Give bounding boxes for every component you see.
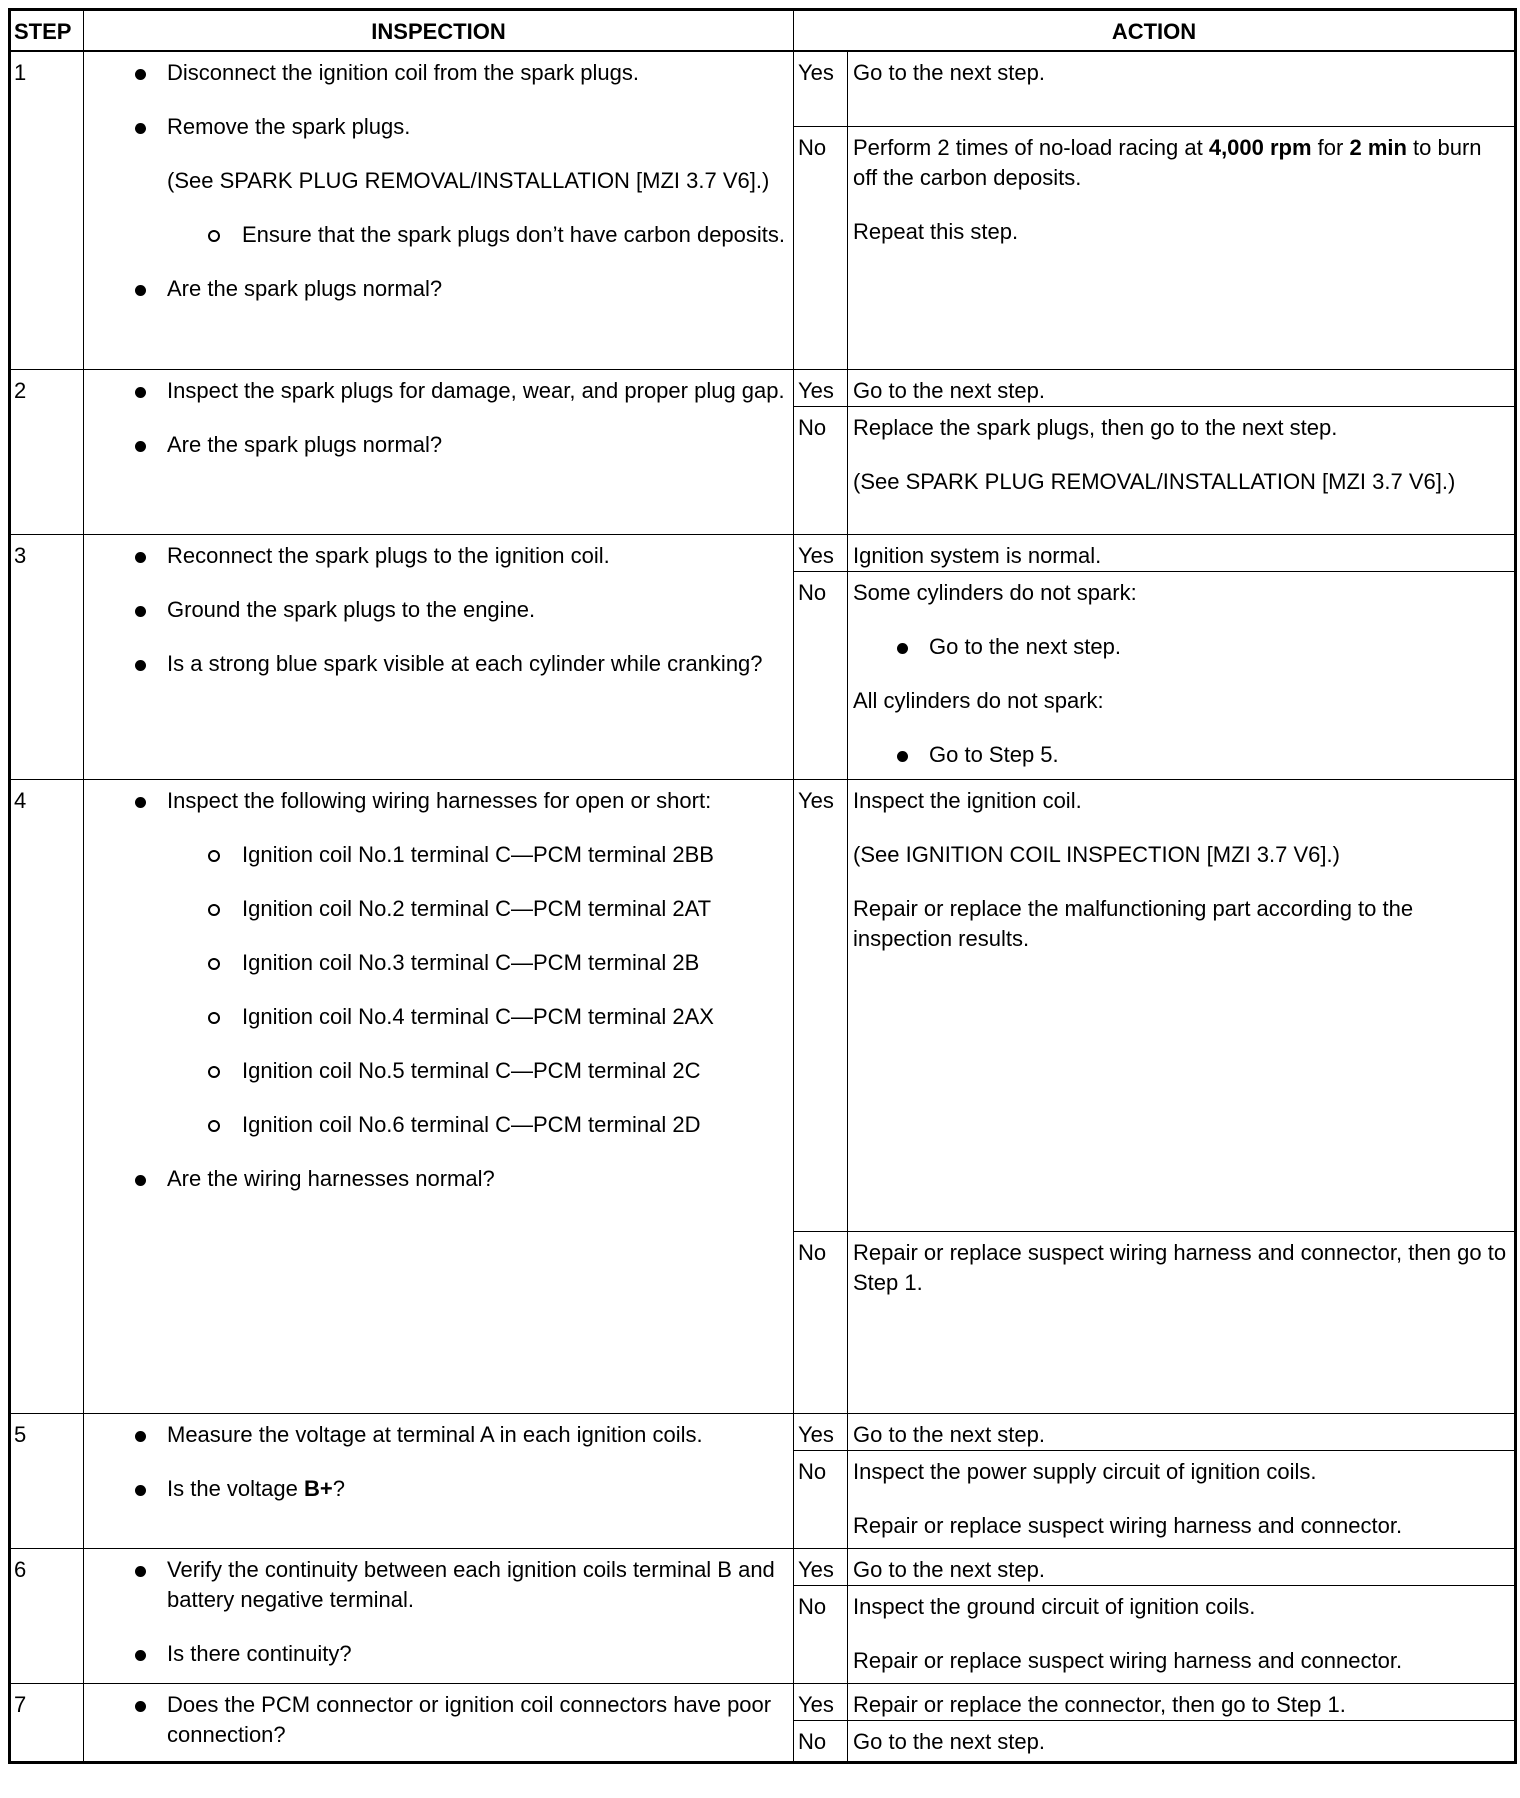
list-item <box>89 948 788 978</box>
inspection-cell <box>84 1683 794 1762</box>
text-segment: Ignition system is normal. <box>853 542 1102 568</box>
paragraph <box>853 413 1509 443</box>
text-segment: (See SPARK PLUG REMOVAL/INSTALLATION [MZI 3.7 V6].) <box>853 468 1456 494</box>
yes-label: Yes <box>794 1548 848 1585</box>
no-label: No <box>794 406 848 534</box>
step-row <box>10 369 1516 406</box>
paragraph <box>853 133 1509 193</box>
step-row <box>10 1413 1516 1450</box>
bullet-circle-icon <box>208 230 220 242</box>
step-row <box>10 1683 1516 1720</box>
bullet-circle-icon <box>208 958 220 970</box>
text-segment: Measure the voltage at terminal A in each ignition coils. <box>167 1421 703 1447</box>
bold-value: 2 min <box>1349 134 1407 160</box>
paragraph <box>853 541 1509 571</box>
list-item <box>89 220 788 250</box>
text-segment: Inspect the ignition coil. <box>853 787 1082 813</box>
step-row <box>10 51 1516 126</box>
text-segment: Ignition coil No.2 terminal C—PCM terminal 2AT <box>242 895 712 921</box>
list-item <box>89 1690 788 1750</box>
yes-action-cell <box>848 51 1516 126</box>
header-action: ACTION <box>794 10 1516 52</box>
text-segment: Inspect the following wiring harnesses for open or short: <box>167 787 712 813</box>
bullet-dot-icon <box>135 1431 146 1442</box>
text-segment: Ground the spark plugs to the engine. <box>167 596 536 622</box>
text-segment: Reconnect the spark plugs to the ignition coil. <box>167 542 610 568</box>
no-action-cell <box>848 126 1516 369</box>
list-item <box>89 786 788 816</box>
bullet-dot-icon <box>135 552 146 563</box>
paragraph <box>853 1646 1509 1676</box>
bullet-dot-icon <box>135 1485 146 1496</box>
bullet-icon <box>135 1639 146 1669</box>
bullet-dot-icon <box>135 1175 146 1186</box>
text-segment: Inspect the power supply circuit of ignition coils. <box>853 1458 1317 1484</box>
list-item <box>89 58 788 88</box>
bullet-icon <box>135 1474 146 1504</box>
bullet-dot-icon <box>135 606 146 617</box>
text-segment: Go to the next step. <box>853 1728 1046 1754</box>
text-segment: for <box>1311 134 1350 160</box>
text-segment: (See IGNITION COIL INSPECTION [MZI 3.7 V6].) <box>853 841 1340 867</box>
no-action-cell <box>848 1231 1516 1413</box>
list-item <box>89 1420 788 1450</box>
list-item <box>89 1639 788 1669</box>
no-label: No <box>794 571 848 779</box>
yes-action-cell <box>848 1683 1516 1720</box>
bullet-icon <box>135 595 146 625</box>
list-item <box>89 1002 788 1032</box>
list-item <box>89 595 788 625</box>
text-segment: Is there continuity? <box>167 1640 352 1666</box>
text-segment: Ignition coil No.6 terminal C—PCM terminal 2D <box>242 1111 701 1137</box>
text-segment: Go to the next step. <box>853 1556 1046 1582</box>
text-segment: Go to the next step. <box>929 633 1122 659</box>
bullet-dot-icon <box>135 797 146 808</box>
text-segment: Some cylinders do not spark: <box>853 579 1137 605</box>
inspection-cell <box>84 1413 794 1548</box>
paragraph <box>89 166 788 196</box>
no-label: No <box>794 126 848 369</box>
step-number: 4 <box>10 779 84 1413</box>
text-segment: Verify the continuity between each ignition coils terminal B and battery negative terminal. <box>167 1556 775 1612</box>
bullet-icon <box>135 112 146 142</box>
bullet-dot-icon <box>135 1701 146 1712</box>
step-row <box>10 779 1516 1231</box>
paragraph <box>853 217 1509 247</box>
yes-action-cell <box>848 779 1516 1231</box>
text-segment: Are the spark plugs normal? <box>167 276 443 301</box>
yes-label: Yes <box>794 779 848 1231</box>
text-segment: Perform 2 times of no-load racing at <box>853 134 1209 160</box>
no-label: No <box>794 1720 848 1762</box>
paragraph <box>853 578 1509 608</box>
paragraph <box>853 894 1509 954</box>
inspection-cell <box>84 369 794 534</box>
text-segment: Repair or replace the connector, then go to Step 1. <box>853 1691 1346 1717</box>
bullet-dot-icon <box>135 285 146 296</box>
list-item <box>89 430 788 460</box>
text-segment: Ignition coil No.4 terminal C—PCM terminal 2AX <box>242 1003 714 1029</box>
text-segment: Ignition coil No.5 terminal C—PCM terminal 2C <box>242 1057 701 1083</box>
bullet-icon <box>135 1420 146 1450</box>
paragraph <box>853 1511 1509 1541</box>
paragraph <box>853 1592 1509 1622</box>
paragraph <box>853 1238 1509 1298</box>
paragraph <box>853 376 1509 406</box>
no-action-cell <box>848 406 1516 534</box>
bullet-circle-icon <box>208 1066 220 1078</box>
bullet-dot-icon <box>897 751 908 762</box>
bullet-icon <box>135 274 146 304</box>
circle-bullet-icon <box>208 1110 220 1140</box>
text-segment: Inspect the ground circuit of ignition coils. <box>853 1593 1256 1619</box>
table-body <box>10 51 1516 1762</box>
inspection-cell <box>84 51 794 369</box>
header-row <box>10 10 1516 52</box>
text-segment: Disconnect the ignition coil from the spark plugs. <box>167 60 640 85</box>
paragraph <box>853 1727 1509 1757</box>
bullet-dot-icon <box>135 69 146 80</box>
text-segment: Are the wiring harnesses normal? <box>167 1165 495 1191</box>
list-item <box>89 376 788 406</box>
bullet-icon <box>135 786 146 816</box>
text-segment: Repair or replace the malfunctioning part according to the inspection results. <box>853 895 1414 951</box>
list-item <box>89 1110 788 1140</box>
text-segment: Repair or replace suspect wiring harness and connector. <box>853 1512 1403 1538</box>
no-label: No <box>794 1450 848 1548</box>
text-segment: to burn off the carbon deposits. <box>853 134 1482 190</box>
bullet-dot-icon <box>897 643 908 654</box>
bullet-icon <box>897 632 908 662</box>
paragraph <box>853 840 1509 870</box>
paragraph <box>853 1690 1509 1720</box>
circle-bullet-icon <box>208 948 220 978</box>
bullet-dot-icon <box>135 123 146 134</box>
text-segment: Ensure that the spark plugs don’t have carbon deposits. <box>242 222 786 247</box>
list-item <box>89 649 788 679</box>
list-item <box>89 1474 788 1504</box>
bold-value: 4,000 rpm <box>1208 134 1312 160</box>
step-number: 3 <box>10 534 84 779</box>
text-segment: Go to Step 5. <box>929 741 1059 767</box>
bullet-icon <box>135 430 146 460</box>
no-label: No <box>794 1585 848 1683</box>
text-segment: Remove the spark plugs. <box>167 114 411 139</box>
text-segment: Go to the next step. <box>853 377 1046 403</box>
step-number: 7 <box>10 1683 84 1762</box>
bullet-icon <box>135 1164 146 1194</box>
no-action-cell <box>848 571 1516 779</box>
step-number: 6 <box>10 1548 84 1683</box>
text-segment: All cylinders do not spark: <box>853 687 1104 713</box>
text-segment: Repair or replace suspect wiring harness and connector, then go to Step 1. <box>853 1239 1507 1295</box>
bullet-icon <box>135 649 146 679</box>
circle-bullet-icon <box>208 894 220 924</box>
step-row <box>10 1548 1516 1585</box>
paragraph <box>853 1457 1509 1487</box>
bullet-dot-icon <box>135 387 146 398</box>
list-item <box>89 1555 788 1615</box>
text-segment: ? <box>332 1475 345 1501</box>
circle-bullet-icon <box>208 220 220 250</box>
list-item <box>853 740 1509 770</box>
bullet-icon <box>135 1555 146 1585</box>
text-segment: Inspect the spark plugs for damage, wear, and proper plug gap. <box>167 377 785 403</box>
paragraph <box>853 786 1509 816</box>
diagnostic-procedure-table <box>8 8 1517 1764</box>
text-segment: Does the PCM connector or ignition coil connectors have poor connection? <box>167 1691 772 1747</box>
inspection-cell <box>84 534 794 779</box>
paragraph <box>853 467 1509 497</box>
step-number: 2 <box>10 369 84 534</box>
text-segment: Ignition coil No.1 terminal C—PCM terminal 2BB <box>242 841 714 867</box>
text-segment: (See SPARK PLUG REMOVAL/INSTALLATION [MZI 3.7 V6].) <box>167 168 770 193</box>
bullet-icon <box>897 740 908 770</box>
yes-action-cell <box>848 1413 1516 1450</box>
header-step: STEP <box>10 10 84 52</box>
paragraph <box>853 1420 1509 1450</box>
no-label: No <box>794 1231 848 1413</box>
text-segment: Repeat this step. <box>853 218 1019 244</box>
list-item <box>853 632 1509 662</box>
no-action-cell <box>848 1585 1516 1683</box>
bullet-dot-icon <box>135 1566 146 1577</box>
bold-value: B+ <box>303 1475 333 1501</box>
list-item <box>89 541 788 571</box>
yes-label: Yes <box>794 51 848 126</box>
text-segment: Ignition coil No.3 terminal C—PCM terminal 2B <box>242 949 700 975</box>
yes-action-cell <box>848 534 1516 571</box>
list-item <box>89 840 788 870</box>
bullet-icon <box>135 58 146 88</box>
text-segment: Repair or replace suspect wiring harness and connector. <box>853 1647 1403 1673</box>
bullet-circle-icon <box>208 850 220 862</box>
paragraph <box>853 1555 1509 1585</box>
yes-action-cell <box>848 1548 1516 1585</box>
yes-label: Yes <box>794 1413 848 1450</box>
bullet-icon <box>135 1690 146 1720</box>
step-row <box>10 534 1516 571</box>
no-action-cell <box>848 1450 1516 1548</box>
circle-bullet-icon <box>208 1002 220 1032</box>
bullet-icon <box>135 376 146 406</box>
list-item <box>89 274 788 304</box>
text-segment: Are the spark plugs normal? <box>167 431 443 457</box>
text-segment: Is the voltage <box>167 1475 304 1501</box>
bullet-circle-icon <box>208 1120 220 1132</box>
bullet-circle-icon <box>208 904 220 916</box>
bullet-icon <box>135 541 146 571</box>
bullet-circle-icon <box>208 1012 220 1024</box>
text-segment: Go to the next step. <box>853 1421 1046 1447</box>
header-inspection: INSPECTION <box>84 10 794 52</box>
text-segment: Go to the next step. <box>853 60 1046 85</box>
text-segment: Replace the spark plugs, then go to the next step. <box>853 414 1338 440</box>
text-segment: Is a strong blue spark visible at each cylinder while cranking? <box>167 650 763 676</box>
inspection-cell <box>84 1548 794 1683</box>
no-action-cell <box>848 1720 1516 1762</box>
yes-label: Yes <box>794 534 848 571</box>
list-item <box>89 1056 788 1086</box>
bullet-dot-icon <box>135 1650 146 1661</box>
bullet-dot-icon <box>135 441 146 452</box>
bullet-dot-icon <box>135 660 146 671</box>
list-item <box>89 1164 788 1194</box>
paragraph <box>853 686 1509 716</box>
list-item <box>89 112 788 142</box>
circle-bullet-icon <box>208 840 220 870</box>
yes-label: Yes <box>794 369 848 406</box>
list-item <box>89 894 788 924</box>
paragraph <box>853 58 1509 88</box>
step-number: 5 <box>10 1413 84 1548</box>
step-number: 1 <box>10 51 84 369</box>
yes-action-cell <box>848 369 1516 406</box>
circle-bullet-icon <box>208 1056 220 1086</box>
yes-label: Yes <box>794 1683 848 1720</box>
inspection-cell <box>84 779 794 1413</box>
